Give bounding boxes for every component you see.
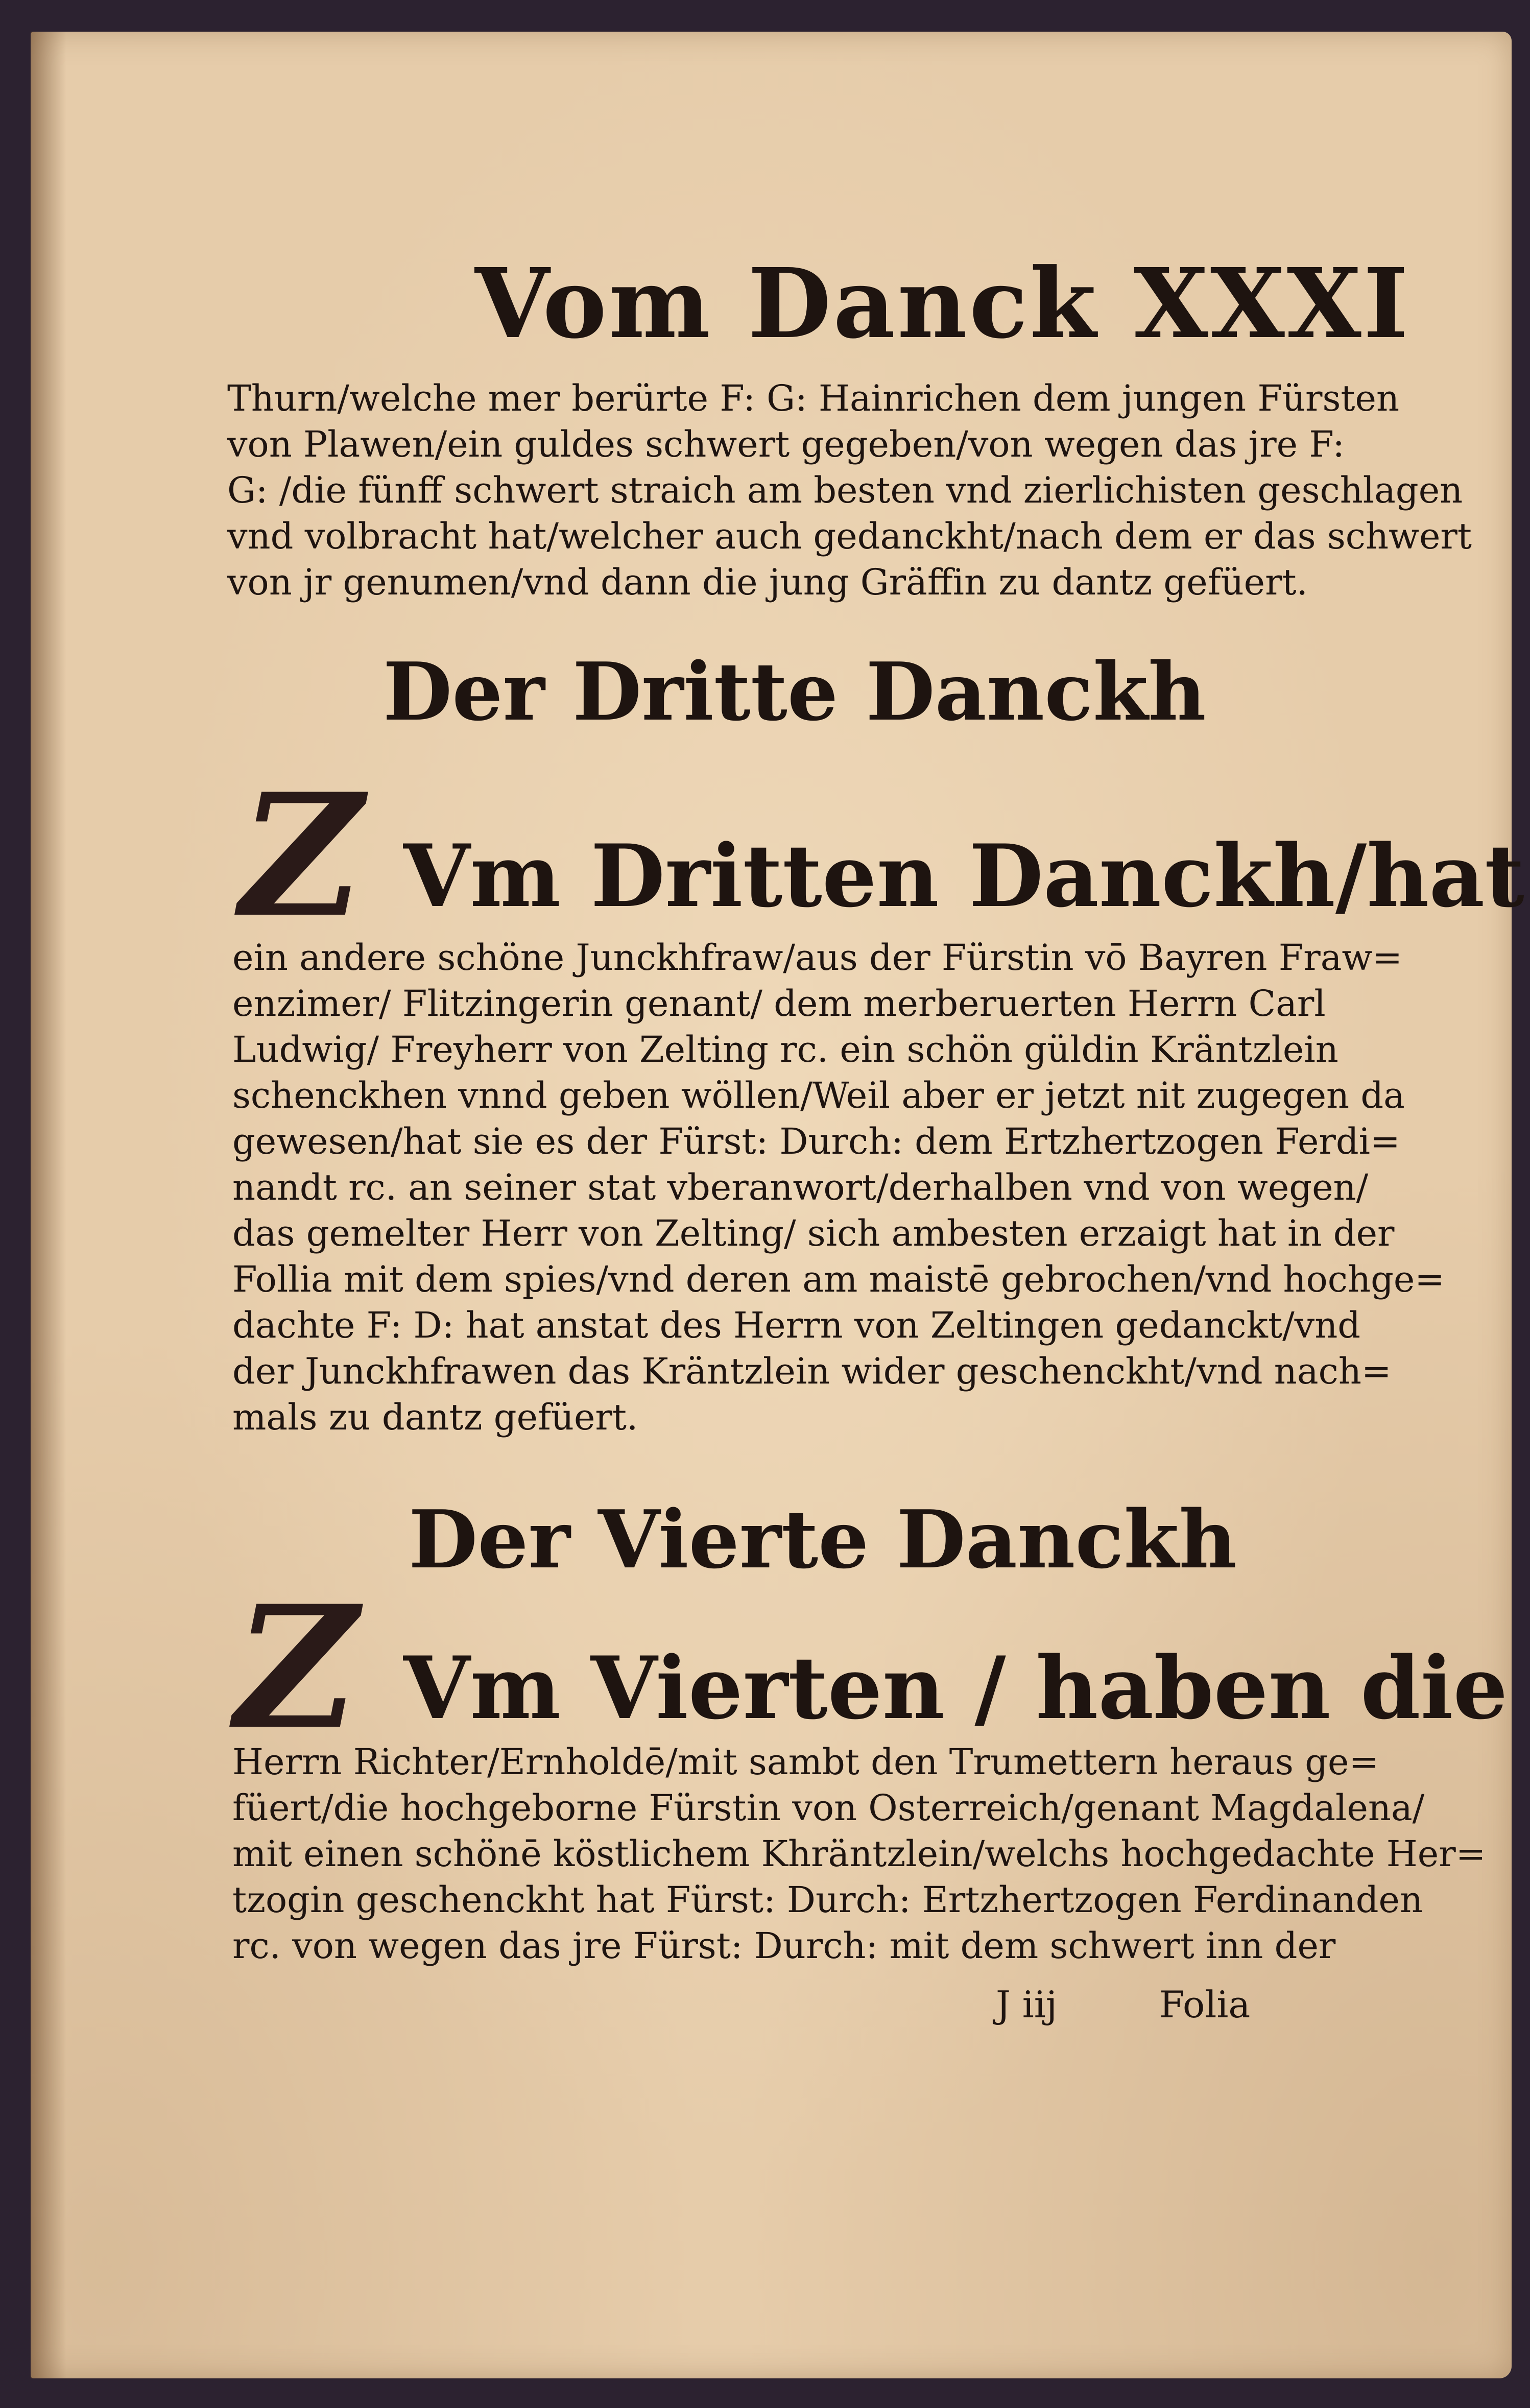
text-line: mit einen schönē köstlichem Khräntzlein/welchs hochgedachte Her= [232,1833,1486,1875]
text-line: enzimer/ Flitzingerin genant/ dem merberuerten Herrn Carl [232,983,1326,1024]
decorated-initial-1: Z [240,756,363,955]
text-line: dachte F: D: hat anstat des Herrn von Zeltingen gedanckt/vnd [232,1304,1361,1346]
text-line: mals zu dantz gefüert. [232,1396,638,1438]
decorated-initial-2: Z [235,1568,358,1767]
paragraph-1 [227,375,1472,605]
text-line: G: /die fünff schwert straich am besten vnd zierlichisten geschlagen [227,469,1463,511]
signature-mark: J iij [996,1983,1058,2026]
catchword: Folia [1159,1983,1251,2026]
text-line: schenckhen vnnd geben wöllen/Weil aber er jetzt nit zugegen da [232,1075,1405,1116]
text-line: nandt rc. an seiner stat vberanwort/derhalben vnd von wegen/ [232,1166,1369,1208]
text-line: rc. von wegen das jre Fürst: Durch: mit dem schwert inn der [232,1925,1336,1967]
section-heading-vierte: Der Vierte Danckh [409,1493,1237,1586]
paragraph-2 [232,935,1445,1440]
text-line: von jr genumen/vnd dann die jung Gräffin zu dantz gefüert. [227,561,1308,603]
page-gutter-shadow [31,32,66,2378]
text-line: Thurn/welche mer berürte F: G: Hainrichen dem jungen Fürsten [227,377,1400,419]
text-line: Ludwig/ Freyherr von Zelting rc. ein schön güldin Kräntzlein [232,1029,1338,1070]
incipit-1: Vm Dritten Danckh/hat [403,825,1524,926]
text-line: tzogin geschenckht hat Fürst: Durch: Ertzhertzogen Ferdinanden [232,1879,1423,1921]
text-line: der Junckhfrawen das Kräntzlein wider geschenckht/vnd nach= [232,1350,1392,1392]
paragraph-3 [232,1739,1486,1969]
section-heading-dritte: Der Dritte Danckh [383,645,1206,738]
incipit-2: Vm Vierten / haben die [403,1637,1508,1738]
running-header: Vom Danck XXXI [475,247,1411,360]
text-line: ein andere schöne Junckhfraw/aus der Fürstin vō Bayren Fraw= [232,937,1403,979]
text-line: das gemelter Herr von Zelting/ sich ambesten erzaigt hat in der [232,1212,1395,1254]
text-line: Follia mit dem spies/vnd deren am maistē gebrochen/vnd hochge= [232,1258,1445,1300]
text-line: Herrn Richter/Ernholdē/mit sambt den Trumettern heraus ge= [232,1741,1379,1783]
text-line: füert/die hochgeborne Fürstin von Osterreich/genant Magdalena/ [232,1787,1425,1829]
text-line: gewesen/hat sie es der Fürst: Durch: dem Ertzhertzogen Ferdi= [232,1120,1400,1162]
text-line: von Plawen/ein guldes schwert gegeben/von wegen das jre F: [227,423,1345,465]
text-line: vnd volbracht hat/welcher auch gedanckht/nach dem er das schwert [227,515,1472,557]
